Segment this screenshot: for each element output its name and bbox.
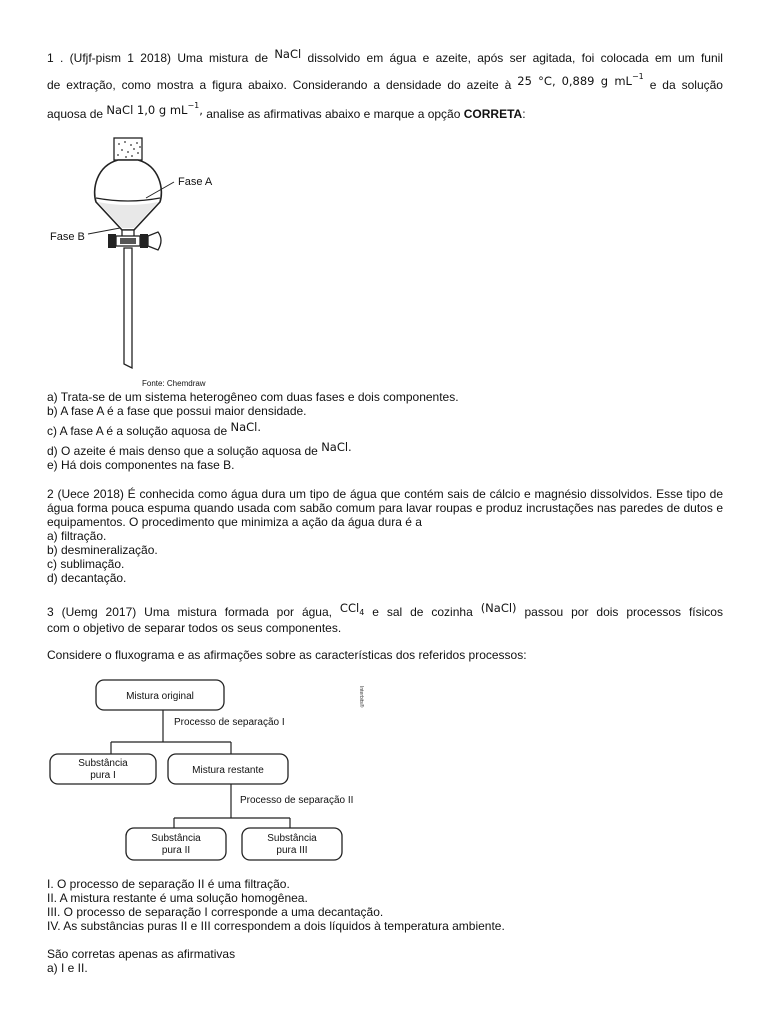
- mistura-restante-label: Mistura restante: [192, 765, 264, 776]
- q1-text-line2: de extração, como mostra a figura abaixo. Considerando a densidade do azeite à: [47, 78, 512, 92]
- colon: :: [522, 107, 526, 121]
- q1-text-line3: aquosa de: [47, 107, 104, 121]
- q1-intro-text: 1 . (Ufjf-pism 1 2018) Uma mistura de: [47, 51, 268, 65]
- mistura-original-label: Mistura original: [126, 691, 194, 702]
- q2-option-a: a) filtração.: [47, 529, 107, 543]
- q1-line-3: [47, 101, 723, 123]
- q3-statement-2: II. A mistura restante é uma solução homogênea.: [47, 891, 308, 905]
- q2-text: 2 (Uece 2018) É conhecida como água dura um tipo de água que contém sais de cálcio e magnésio dissolvidos. Esse tipo de água forma pouca espuma quando usada com sabão comum para lavar roupas e produz incrustações nas paredes de dutos e equipamentos. O procedimento que minimiza a ação da água dura é a: [47, 487, 723, 529]
- nacl-formula-q3: (NaCl): [480, 601, 517, 615]
- q1-option-b: b) A fase A é a fase que possui maior densidade.: [47, 404, 307, 418]
- q1-text-cont: dissolvido em água e azeite, após ser agitada, foi colocada em um funil: [307, 51, 723, 65]
- q1-line-2: [47, 72, 723, 94]
- q1-option-c-text: c) A fase A é a solução aquosa de: [47, 424, 228, 438]
- ccl4-formula: CCl: [339, 601, 360, 615]
- q3-option-a: a) I e II.: [47, 961, 88, 975]
- substancia-2-line1: Substância: [151, 833, 201, 844]
- q1-instruction: analise as afirmativas abaixo e marque a opção: [206, 107, 461, 121]
- separatory-funnel-figure: [46, 132, 226, 390]
- q1-option-d-text: d) O azeite é mais denso que a solução aquosa de: [47, 444, 318, 458]
- fase-b-label: Fase B: [50, 231, 85, 243]
- q1-option-a: a) Trata-se de um sistema heterogêneo com duas fases e dois componentes.: [47, 390, 459, 404]
- density-value: 0,889 g mL: [561, 74, 632, 88]
- q3-statement-4: IV. As substâncias puras II e III correspondem a dois líquidos à temperatura ambiente.: [47, 919, 505, 933]
- substancia-1-line2: pura I: [90, 770, 116, 781]
- q3-text-cont: e sal de cozinha: [372, 605, 473, 619]
- q1-text-line2-end: e da solução: [649, 78, 723, 92]
- density-exponent: −1: [631, 72, 644, 81]
- substancia-1-line1: Substância: [78, 758, 128, 769]
- substancia-3-line2: pura III: [276, 845, 308, 856]
- mistura-restante-box: [168, 754, 288, 784]
- substancia-pura-2-box: [126, 828, 226, 860]
- nacl-formula-d: NaCl.: [321, 440, 352, 454]
- q3-line-1: [47, 601, 723, 621]
- ccl4-subscript: 4: [359, 608, 365, 617]
- temperature-value: 25 °C,: [517, 74, 556, 88]
- q1-option-d: [47, 440, 352, 458]
- q3-text-end: passou por dois processos físicos: [524, 605, 723, 619]
- q3-statement-1: I. O processo de separação II é uma filtração.: [47, 877, 290, 891]
- solution-density-exponent: −1: [187, 101, 200, 110]
- q3-line-2: com o objetivo de separar todos os seus componentes.: [47, 621, 342, 635]
- substancia-pura-3-box: [242, 828, 342, 860]
- solution-density: NaCl 1,0 g mL: [106, 103, 188, 117]
- fase-a-label: Fase A: [178, 176, 213, 188]
- figure-source: Fonte: Chemdraw: [142, 379, 206, 388]
- q2-option-c: c) sublimação.: [47, 557, 125, 571]
- nacl-formula-c: NaCl.: [230, 420, 262, 434]
- substancia-3-line1: Substância: [267, 833, 317, 844]
- nacl-formula: NaCl: [274, 47, 302, 61]
- q1-option-c: [47, 420, 262, 438]
- q3-consider: Considere o fluxograma e as afirmações sobre as características dos referidos processos:: [47, 648, 527, 662]
- q3-intro-text: 3 (Uemg 2017) Uma mistura formada por água,: [47, 605, 332, 619]
- comma: ,: [199, 103, 203, 117]
- correta-emphasis: CORRETA: [463, 107, 523, 121]
- q1-option-e: e) Há dois componentes na fase B.: [47, 458, 235, 472]
- mistura-original-box: [96, 680, 224, 710]
- substancia-2-line2: pura II: [161, 845, 191, 856]
- q3-statement-3: III. O processo de separação I corresponde a uma decantação.: [47, 905, 384, 919]
- processo-separacao-2-label: Processo de separação II: [240, 795, 354, 806]
- q3-corretas: São corretas apenas as afirmativas: [47, 947, 236, 961]
- processo-separacao-1-label: Processo de separação I: [174, 717, 285, 728]
- q1-line-1: [47, 47, 723, 65]
- q2-option-b: b) desmineralização.: [47, 543, 158, 557]
- substancia-pura-1-box: [50, 754, 156, 784]
- separation-flowchart: [46, 674, 368, 866]
- interbits-credit: Interbits®: [358, 686, 364, 708]
- q2-option-d: d) decantação.: [47, 571, 127, 585]
